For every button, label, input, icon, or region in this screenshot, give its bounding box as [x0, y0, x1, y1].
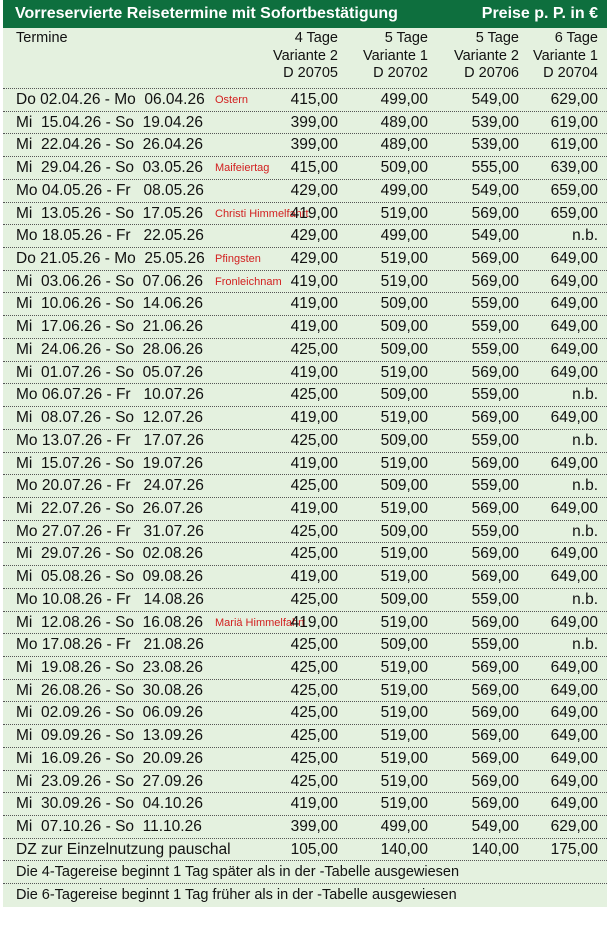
row-date: Mo 27.07.26 - Fr 31.07.26: [16, 522, 204, 540]
row-price-col-3: 569,00: [471, 772, 519, 790]
row-price-col-4: 649,00: [550, 727, 598, 745]
row-price-col-3: 569,00: [471, 250, 519, 268]
row-date: Mi 05.08.26 - So 09.08.26: [16, 568, 203, 586]
row-price-col-2: 509,00: [380, 295, 428, 313]
row-date: Mi 03.06.26 - So 07.06.26: [16, 272, 203, 290]
row-price-col-1: 425,00: [290, 772, 338, 790]
table-row: [3, 362, 607, 385]
row-price-col-3: 549,00: [471, 227, 519, 245]
table-row: [3, 453, 607, 476]
table-title: Vorreservierte Reisetermine mit Sofortbestätigung: [15, 5, 398, 22]
row-price-col-1: 419,00: [290, 795, 338, 813]
row-price-col-3: 549,00: [471, 818, 519, 835]
row-holiday: Fronleichnam: [215, 275, 282, 288]
row-price-col-3: 539,00: [471, 136, 519, 154]
row-price-col-4: 649,00: [550, 250, 598, 268]
table-row: [3, 748, 607, 771]
row-price-col-3: 559,00: [471, 431, 519, 449]
table-body: [3, 89, 607, 839]
table-row: [3, 612, 607, 635]
row-price-col-3: 569,00: [471, 568, 519, 586]
row-price-col-4: 649,00: [550, 545, 598, 563]
header-termine: Termine: [16, 30, 68, 46]
row-price-col-1: 419,00: [290, 454, 338, 472]
row-price-col-2: 509,00: [380, 386, 428, 404]
row-price-col-4: n.b.: [572, 477, 598, 495]
row-price-col-1: 419,00: [290, 363, 338, 381]
row-price-col-3: 569,00: [471, 204, 519, 222]
row-price-col-2: 519,00: [380, 613, 428, 631]
table-row: [3, 157, 607, 180]
row-price-col-4: n.b.: [572, 590, 598, 608]
table-row: [3, 634, 607, 657]
row-price-col-2: 519,00: [380, 454, 428, 472]
table-row: [3, 543, 607, 566]
row-date: Mi 16.09.26 - So 20.09.26: [16, 749, 203, 767]
table-row: [3, 816, 607, 839]
row-date: Mi 08.07.26 - So 12.07.26: [16, 409, 203, 427]
row-price-col-2: 519,00: [380, 658, 428, 676]
header-col-3: [454, 30, 519, 83]
header-col-2: [363, 30, 428, 83]
row-price-col-1: 399,00: [290, 113, 338, 131]
row-price-col-3: 559,00: [471, 590, 519, 608]
row-price-col-3: 549,00: [471, 181, 519, 199]
price-table-page: [3, 0, 607, 925]
row-price-col-4: 659,00: [550, 181, 598, 199]
row-date: Mo 04.05.26 - Fr 08.05.26: [16, 181, 204, 199]
row-price-col-4: 649,00: [550, 658, 598, 676]
table-row: [3, 134, 607, 157]
header-col-2-variant: Variante 1: [362, 47, 428, 64]
table-row: [3, 293, 607, 316]
table-row: [3, 725, 607, 748]
row-price-col-2: 509,00: [380, 522, 428, 540]
row-price-col-4: n.b.: [572, 522, 598, 540]
row-price-col-2: 509,00: [380, 590, 428, 608]
table-row: [3, 793, 607, 816]
row-price-col-2: 519,00: [380, 250, 428, 268]
row-price-col-1: 399,00: [290, 136, 338, 154]
row-price-col-2: 519,00: [380, 204, 428, 222]
row-price-col-3: 549,00: [471, 91, 519, 108]
row-price-col-1: 419,00: [290, 318, 338, 336]
row-price-col-1: 419,00: [290, 613, 338, 631]
row-price-col-4: 639,00: [550, 159, 598, 177]
row-price-col-3: 569,00: [471, 545, 519, 563]
row-price-col-4: 649,00: [550, 363, 598, 381]
row-price-col-4: 629,00: [550, 818, 598, 835]
dz-price-col-1: 105,00: [290, 840, 338, 858]
header-col-1-code: D 20705: [283, 65, 338, 81]
price-table: [3, 28, 607, 907]
row-price-col-1: 429,00: [290, 250, 338, 268]
row-price-col-2: 519,00: [380, 749, 428, 767]
row-date: Mi 17.06.26 - So 21.06.26: [16, 318, 203, 336]
row-price-col-2: 509,00: [380, 431, 428, 449]
row-price-col-2: 519,00: [380, 704, 428, 722]
row-price-col-2: 509,00: [380, 159, 428, 177]
header-col-4-code: D 20704: [543, 65, 598, 81]
row-price-col-3: 559,00: [471, 295, 519, 313]
table-row: [3, 225, 607, 248]
row-date: Mi 13.05.26 - So 17.05.26: [16, 204, 203, 222]
row-price-col-3: 569,00: [471, 613, 519, 631]
row-price-col-2: 519,00: [380, 409, 428, 427]
price-note: Preise p. P. in €: [481, 5, 598, 22]
row-price-col-3: 569,00: [471, 272, 519, 290]
header-col-1-variant: Variante 2: [272, 47, 338, 64]
row-price-col-3: 569,00: [471, 795, 519, 813]
table-row: [3, 680, 607, 703]
table-row: [3, 316, 607, 339]
header-col-2-days: 5 Tage: [384, 30, 428, 46]
row-date: Mi 26.08.26 - So 30.08.26: [16, 681, 203, 699]
table-row: [3, 407, 607, 430]
row-price-col-1: 425,00: [290, 386, 338, 404]
row-price-col-4: 649,00: [550, 749, 598, 767]
table-row: [3, 702, 607, 725]
row-price-col-2: 519,00: [380, 727, 428, 745]
row-price-col-3: 559,00: [471, 318, 519, 336]
row-price-col-2: 499,00: [380, 181, 428, 199]
row-date: Mo 20.07.26 - Fr 24.07.26: [16, 477, 204, 495]
row-date: Mi 12.08.26 - So 16.08.26: [16, 613, 203, 631]
row-date: Mi 30.09.26 - So 04.10.26: [16, 795, 203, 813]
row-price-col-2: 519,00: [380, 499, 428, 517]
row-price-col-2: 519,00: [380, 272, 428, 290]
row-date: Mi 07.10.26 - So 11.10.26: [16, 818, 202, 835]
row-date: Mi 22.07.26 - So 26.07.26: [16, 499, 203, 517]
row-price-col-2: 519,00: [380, 568, 428, 586]
row-price-col-2: 499,00: [380, 91, 428, 108]
table-row: [3, 384, 607, 407]
table-row: [3, 589, 607, 612]
row-price-col-2: 519,00: [380, 681, 428, 699]
row-price-col-1: 425,00: [290, 704, 338, 722]
header-col-4-days: 6 Tage: [554, 30, 598, 46]
row-price-col-4: 629,00: [550, 91, 598, 108]
header-col-2-code: D 20702: [373, 65, 428, 81]
row-price-col-2: 519,00: [380, 363, 428, 381]
row-price-col-1: 425,00: [290, 636, 338, 654]
row-price-col-1: 425,00: [290, 727, 338, 745]
row-price-col-1: 419,00: [290, 204, 338, 222]
row-price-col-3: 569,00: [471, 658, 519, 676]
row-price-col-4: 649,00: [550, 772, 598, 790]
row-price-col-1: 415,00: [290, 159, 338, 177]
row-price-col-2: 509,00: [380, 318, 428, 336]
row-price-col-1: 419,00: [290, 295, 338, 313]
row-price-col-3: 569,00: [471, 409, 519, 427]
row-price-col-2: 499,00: [380, 227, 428, 245]
row-price-col-2: 519,00: [380, 545, 428, 563]
row-price-col-3: 569,00: [471, 681, 519, 699]
row-date: Mi 09.09.26 - So 13.09.26: [16, 727, 203, 745]
row-holiday: Mariä Himmelfahrt: [215, 616, 305, 629]
row-holiday: Maifeiertag: [215, 162, 270, 175]
row-price-col-2: 519,00: [380, 772, 428, 790]
table-row: [3, 430, 607, 453]
table-row: [3, 89, 607, 112]
row-price-col-2: 489,00: [380, 136, 428, 154]
note-6-tage: Die 6-Tagereise beginnt 1 Tag früher als in der -Tabelle ausgewiesen: [16, 887, 457, 904]
row-price-col-4: 649,00: [550, 409, 598, 427]
row-price-col-3: 569,00: [471, 454, 519, 472]
row-price-col-4: 649,00: [550, 499, 598, 517]
row-price-col-4: 619,00: [550, 136, 598, 154]
row-price-col-4: 619,00: [550, 113, 598, 131]
row-price-col-4: 649,00: [550, 704, 598, 722]
row-date: Mi 02.09.26 - So 06.09.26: [16, 704, 203, 722]
row-price-col-1: 415,00: [290, 91, 338, 108]
header-col-4: [533, 30, 598, 83]
row-price-col-1: 425,00: [290, 477, 338, 495]
row-price-col-4: 649,00: [550, 613, 598, 631]
row-price-col-4: 649,00: [550, 340, 598, 358]
row-price-col-4: 649,00: [550, 568, 598, 586]
row-price-col-4: 649,00: [550, 681, 598, 699]
row-price-col-3: 559,00: [471, 477, 519, 495]
row-price-col-4: n.b.: [572, 636, 598, 654]
row-price-col-4: 649,00: [550, 318, 598, 336]
row-date: Mi 24.06.26 - So 28.06.26: [16, 340, 203, 358]
row-date: Mi 23.09.26 - So 27.09.26: [16, 772, 203, 790]
table-row: [3, 498, 607, 521]
dz-price-col-4: 175,00: [550, 840, 598, 858]
row-price-col-1: 419,00: [290, 499, 338, 517]
dz-price-col-3: 140,00: [471, 840, 519, 858]
table-row: [3, 271, 607, 294]
row-price-col-1: 425,00: [290, 522, 338, 540]
row-price-col-1: 419,00: [290, 272, 338, 290]
table-row: [3, 475, 607, 498]
row-date: Mo 17.08.26 - Fr 21.08.26: [16, 636, 204, 654]
row-date: Mi 22.04.26 - So 26.04.26: [16, 136, 203, 154]
table-row: [3, 771, 607, 794]
row-date: Mi 01.07.26 - So 05.07.26: [16, 363, 203, 381]
row-price-col-1: 425,00: [290, 590, 338, 608]
table-row: [3, 112, 607, 135]
header-col-3-variant: Variante 2: [453, 47, 519, 64]
table-row: [3, 657, 607, 680]
title-bar: [3, 0, 607, 28]
row-price-col-1: 425,00: [290, 681, 338, 699]
row-price-col-4: n.b.: [572, 431, 598, 449]
row-holiday: Ostern: [215, 94, 249, 106]
dz-row: [3, 839, 607, 862]
row-price-col-4: 649,00: [550, 454, 598, 472]
row-price-col-1: 399,00: [290, 818, 338, 835]
row-price-col-2: 509,00: [380, 477, 428, 495]
row-price-col-3: 555,00: [471, 159, 519, 177]
row-date: Mo 06.07.26 - Fr 10.07.26: [16, 386, 204, 404]
table-row: [3, 248, 607, 271]
table-row: [3, 339, 607, 362]
row-price-col-3: 569,00: [471, 749, 519, 767]
row-price-col-4: n.b.: [572, 386, 598, 404]
dz-label: DZ zur Einzelnutzung pauschal: [16, 840, 231, 858]
row-date: Mi 29.07.26 - So 02.08.26: [16, 545, 203, 563]
row-price-col-1: 425,00: [290, 658, 338, 676]
row-date: Mi 19.08.26 - So 23.08.26: [16, 658, 203, 676]
row-date: Mi 15.07.26 - So 19.07.26: [16, 454, 203, 472]
table-row: [3, 521, 607, 544]
row-date: Mo 13.07.26 - Fr 17.07.26: [16, 431, 204, 449]
table-row: [3, 566, 607, 589]
row-price-col-1: 425,00: [290, 545, 338, 563]
row-price-col-3: 559,00: [471, 522, 519, 540]
row-price-col-3: 569,00: [471, 704, 519, 722]
row-price-col-3: 539,00: [471, 113, 519, 131]
row-price-col-1: 425,00: [290, 340, 338, 358]
row-date: Do 02.04.26 - Mo 06.04.26: [16, 91, 205, 108]
row-price-col-1: 429,00: [290, 227, 338, 245]
row-price-col-4: 649,00: [550, 295, 598, 313]
row-price-col-1: 419,00: [290, 409, 338, 427]
row-price-col-1: 429,00: [290, 181, 338, 199]
row-price-col-2: 499,00: [380, 818, 428, 835]
row-price-col-3: 569,00: [471, 363, 519, 381]
row-date: Mo 18.05.26 - Fr 22.05.26: [16, 227, 204, 245]
row-price-col-4: 649,00: [550, 272, 598, 290]
row-price-col-2: 519,00: [380, 795, 428, 813]
row-price-col-3: 559,00: [471, 386, 519, 404]
row-date: Mi 15.04.26 - So 19.04.26: [16, 113, 203, 131]
row-price-col-4: 649,00: [550, 795, 598, 813]
row-holiday: Christi Himmelfahrt: [215, 207, 309, 220]
row-price-col-1: 425,00: [290, 431, 338, 449]
table-row: [3, 203, 607, 226]
row-date: Mi 10.06.26 - So 14.06.26: [16, 295, 203, 313]
header-col-3-days: 5 Tage: [475, 30, 519, 46]
header-col-4-variant: Variante 1: [532, 47, 598, 64]
row-date: Mo 10.08.26 - Fr 14.08.26: [16, 590, 204, 608]
row-price-col-4: 659,00: [550, 204, 598, 222]
row-price-col-1: 425,00: [290, 749, 338, 767]
row-holiday: Pfingsten: [215, 253, 261, 266]
row-date: Mi 29.04.26 - So 03.05.26: [16, 159, 203, 177]
table-header: [3, 28, 607, 89]
row-price-col-3: 569,00: [471, 499, 519, 517]
row-date: Do 21.05.26 - Mo 25.05.26: [16, 250, 205, 268]
row-price-col-2: 509,00: [380, 340, 428, 358]
row-price-col-2: 509,00: [380, 636, 428, 654]
row-price-col-3: 569,00: [471, 727, 519, 745]
row-price-col-3: 559,00: [471, 340, 519, 358]
table-row: [3, 180, 607, 203]
note-4-tage: Die 4-Tagereise beginnt 1 Tag später als in der -Tabelle ausgewiesen: [3, 861, 607, 884]
header-col-1: [273, 30, 338, 83]
dz-price-col-2: 140,00: [380, 840, 428, 858]
row-price-col-3: 559,00: [471, 636, 519, 654]
row-price-col-4: n.b.: [572, 227, 598, 245]
row-price-col-1: 419,00: [290, 568, 338, 586]
header-col-3-code: D 20706: [464, 65, 519, 81]
header-col-1-days: 4 Tage: [294, 30, 338, 46]
row-price-col-2: 489,00: [380, 113, 428, 131]
